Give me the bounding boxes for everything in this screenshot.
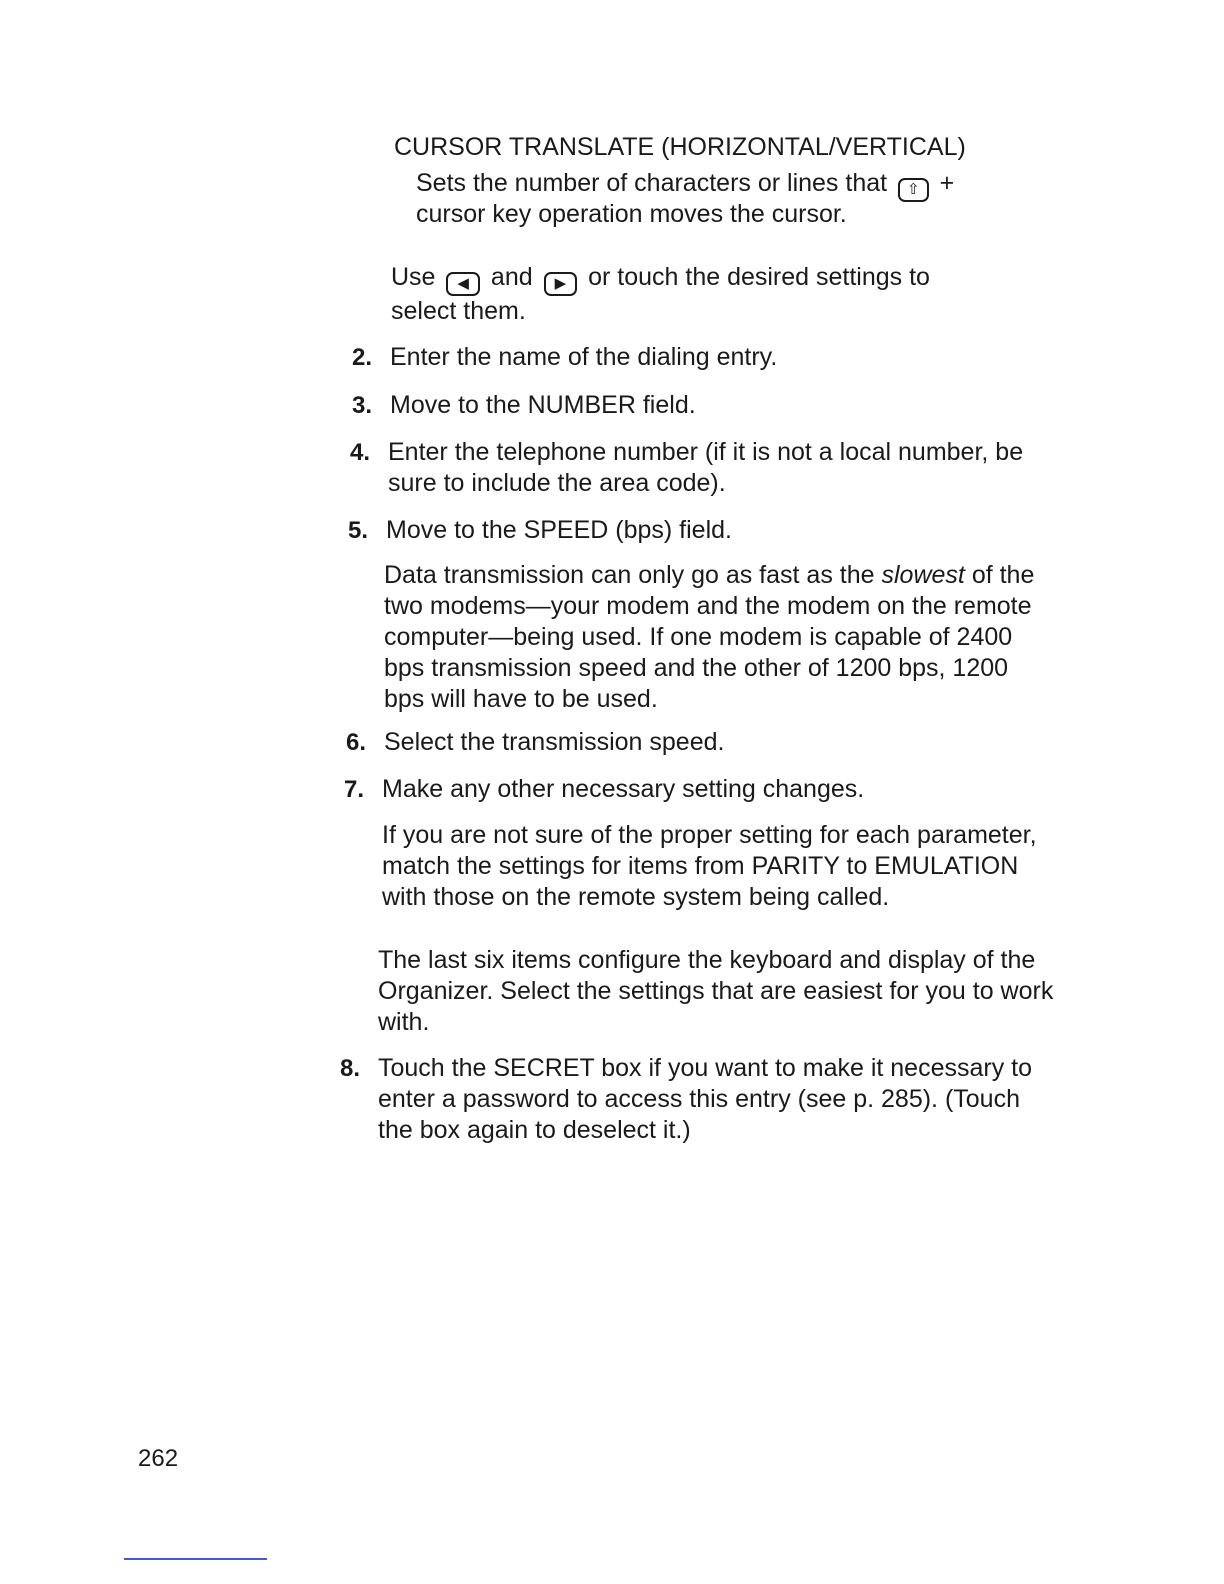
step-number: 5. (348, 517, 369, 544)
step-text: Move to the NUMBER field. (390, 391, 696, 419)
use-keys-instruction-line2: select them. (391, 297, 526, 325)
left-arrow-key-icon: ◀ (446, 272, 480, 296)
step5-note (384, 560, 1044, 715)
cursor-translate-desc-line2: cursor key operation moves the cursor. (416, 200, 847, 228)
step5-note-after: of the two modems—your modem and the modem on the remote computer—being used. If one modem is capable of 2400 bps transmission speed and the other of 1200 bps, 1200 bps will have to be used. (384, 561, 1035, 713)
step-text: Enter the telephone number (if it is not a local number, be sure to include the area code). (388, 438, 1024, 497)
step-text: Make any other necessary setting changes. (382, 775, 865, 803)
step-number: 8. (340, 1055, 361, 1082)
right-arrow-key-icon: ▶ (544, 272, 578, 296)
step-number: 2. (352, 344, 373, 371)
step-text: Select the transmission speed. (384, 728, 725, 756)
step-text: Touch the SECRET box if you want to make it necessary to enter a password to access this entry (see p. 285). (Touch the box again to deselect it.) (378, 1054, 1033, 1144)
footer-rule (124, 1558, 267, 1560)
step7-note-2: The last six items configure the keyboard and display of the Organizer. Select the settings that are easiest for you to work with. (378, 946, 1054, 1036)
use-keys-instruction (391, 262, 930, 296)
shift-key-icon: ⇧ (898, 178, 929, 202)
cursor-translate-description (416, 168, 954, 202)
step-number: 4. (350, 439, 371, 466)
step5-note-emphasis: slowest (881, 561, 965, 589)
step-number: 6. (346, 729, 367, 756)
step-text: Enter the name of the dialing entry. (390, 343, 778, 371)
step5-note-before: Data transmission can only go as fast as the (384, 561, 875, 589)
step7-note-1: If you are not sure of the proper setting for each parameter, match the settings for items from PARITY to EMULATION with those on the remote system being called. (382, 821, 1037, 911)
step-text: Move to the SPEED (bps) field. (386, 516, 732, 544)
step-number: 3. (352, 392, 373, 419)
use-rest-part1: or touch the desired settings to (588, 263, 930, 291)
plus-sign: + (939, 169, 955, 197)
step-number: 7. (344, 776, 365, 803)
cursor-translate-heading: CURSOR TRANSLATE (HORIZONTAL/VERTICAL) (394, 133, 966, 161)
page-number: 262 (138, 1445, 179, 1472)
use-label: Use (391, 263, 436, 291)
cursor-translate-desc-part1: Sets the number of characters or lines that (416, 169, 888, 197)
and-label: and (490, 263, 533, 291)
